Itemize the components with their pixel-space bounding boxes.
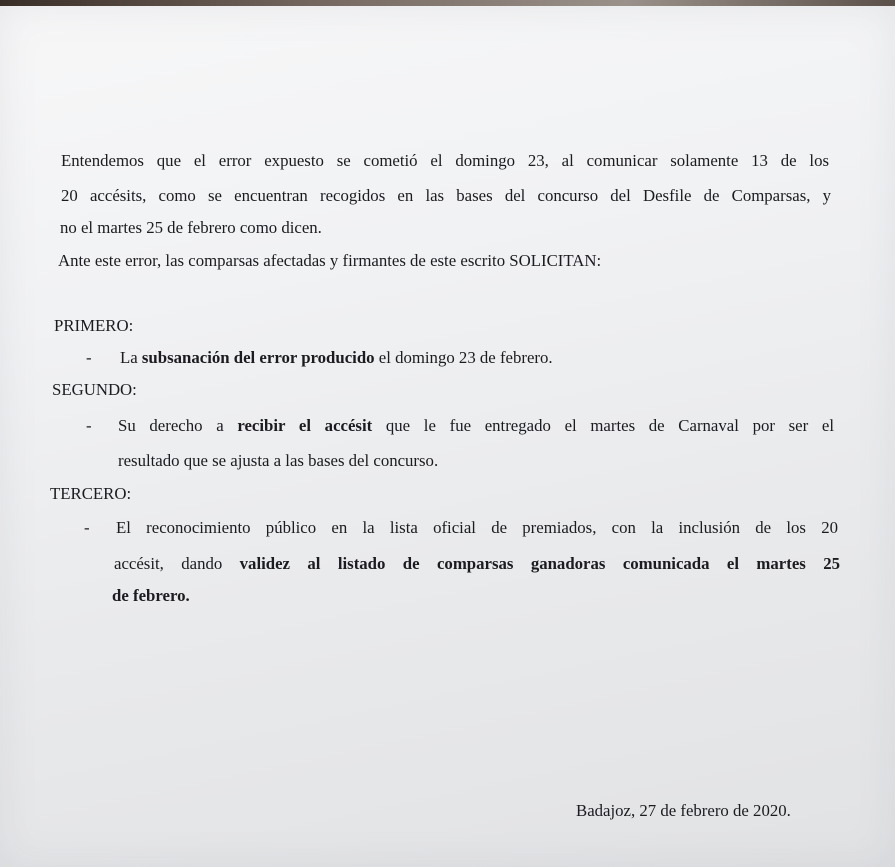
signature-date: Badajoz, 27 de febrero de 2020. [576,801,791,820]
segundo-item-line-1: Su derecho a recibir el accésit que le fue entregado el martes de Carnaval por ser el [118,416,834,435]
bullet-dash: - [86,416,92,435]
tercero-item-line-2: accésit, dando validez al listado de comparsas ganadoras comunicada el martes 25 [114,554,840,573]
paragraph-2: Ante este error, las comparsas afectadas y firmantes de este escrito SOLICITAN: [58,251,602,270]
paragraph-1-line-2: 20 accésits, como se encuentran recogidos en las bases del concurso del Desfile de Comparsas, y [61,186,831,205]
primero-item: La subsanación del error producido el domingo 23 de febrero. [120,348,553,367]
heading-tercero: TERCERO: [50,484,132,503]
segundo-item-line-2: resultado que se ajusta a las bases del concurso. [118,451,439,470]
paragraph-1-line-3: no el martes 25 de febrero como dicen. [60,218,322,237]
bullet-dash: - [86,348,92,367]
heading-segundo: SEGUNDO: [52,380,137,399]
heading-primero: PRIMERO: [54,316,134,335]
bullet-dash: - [84,518,90,537]
tercero-item-line-3: de febrero. [112,586,190,605]
tercero-item-line-1: El reconocimiento público en la lista oficial de premiados, con la inclusión de los 20 [116,518,838,537]
paragraph-1-line-1: Entendemos que el error expuesto se cometió el domingo 23, al comunicar solamente 13 de los [61,151,829,170]
document-page [0,6,895,867]
